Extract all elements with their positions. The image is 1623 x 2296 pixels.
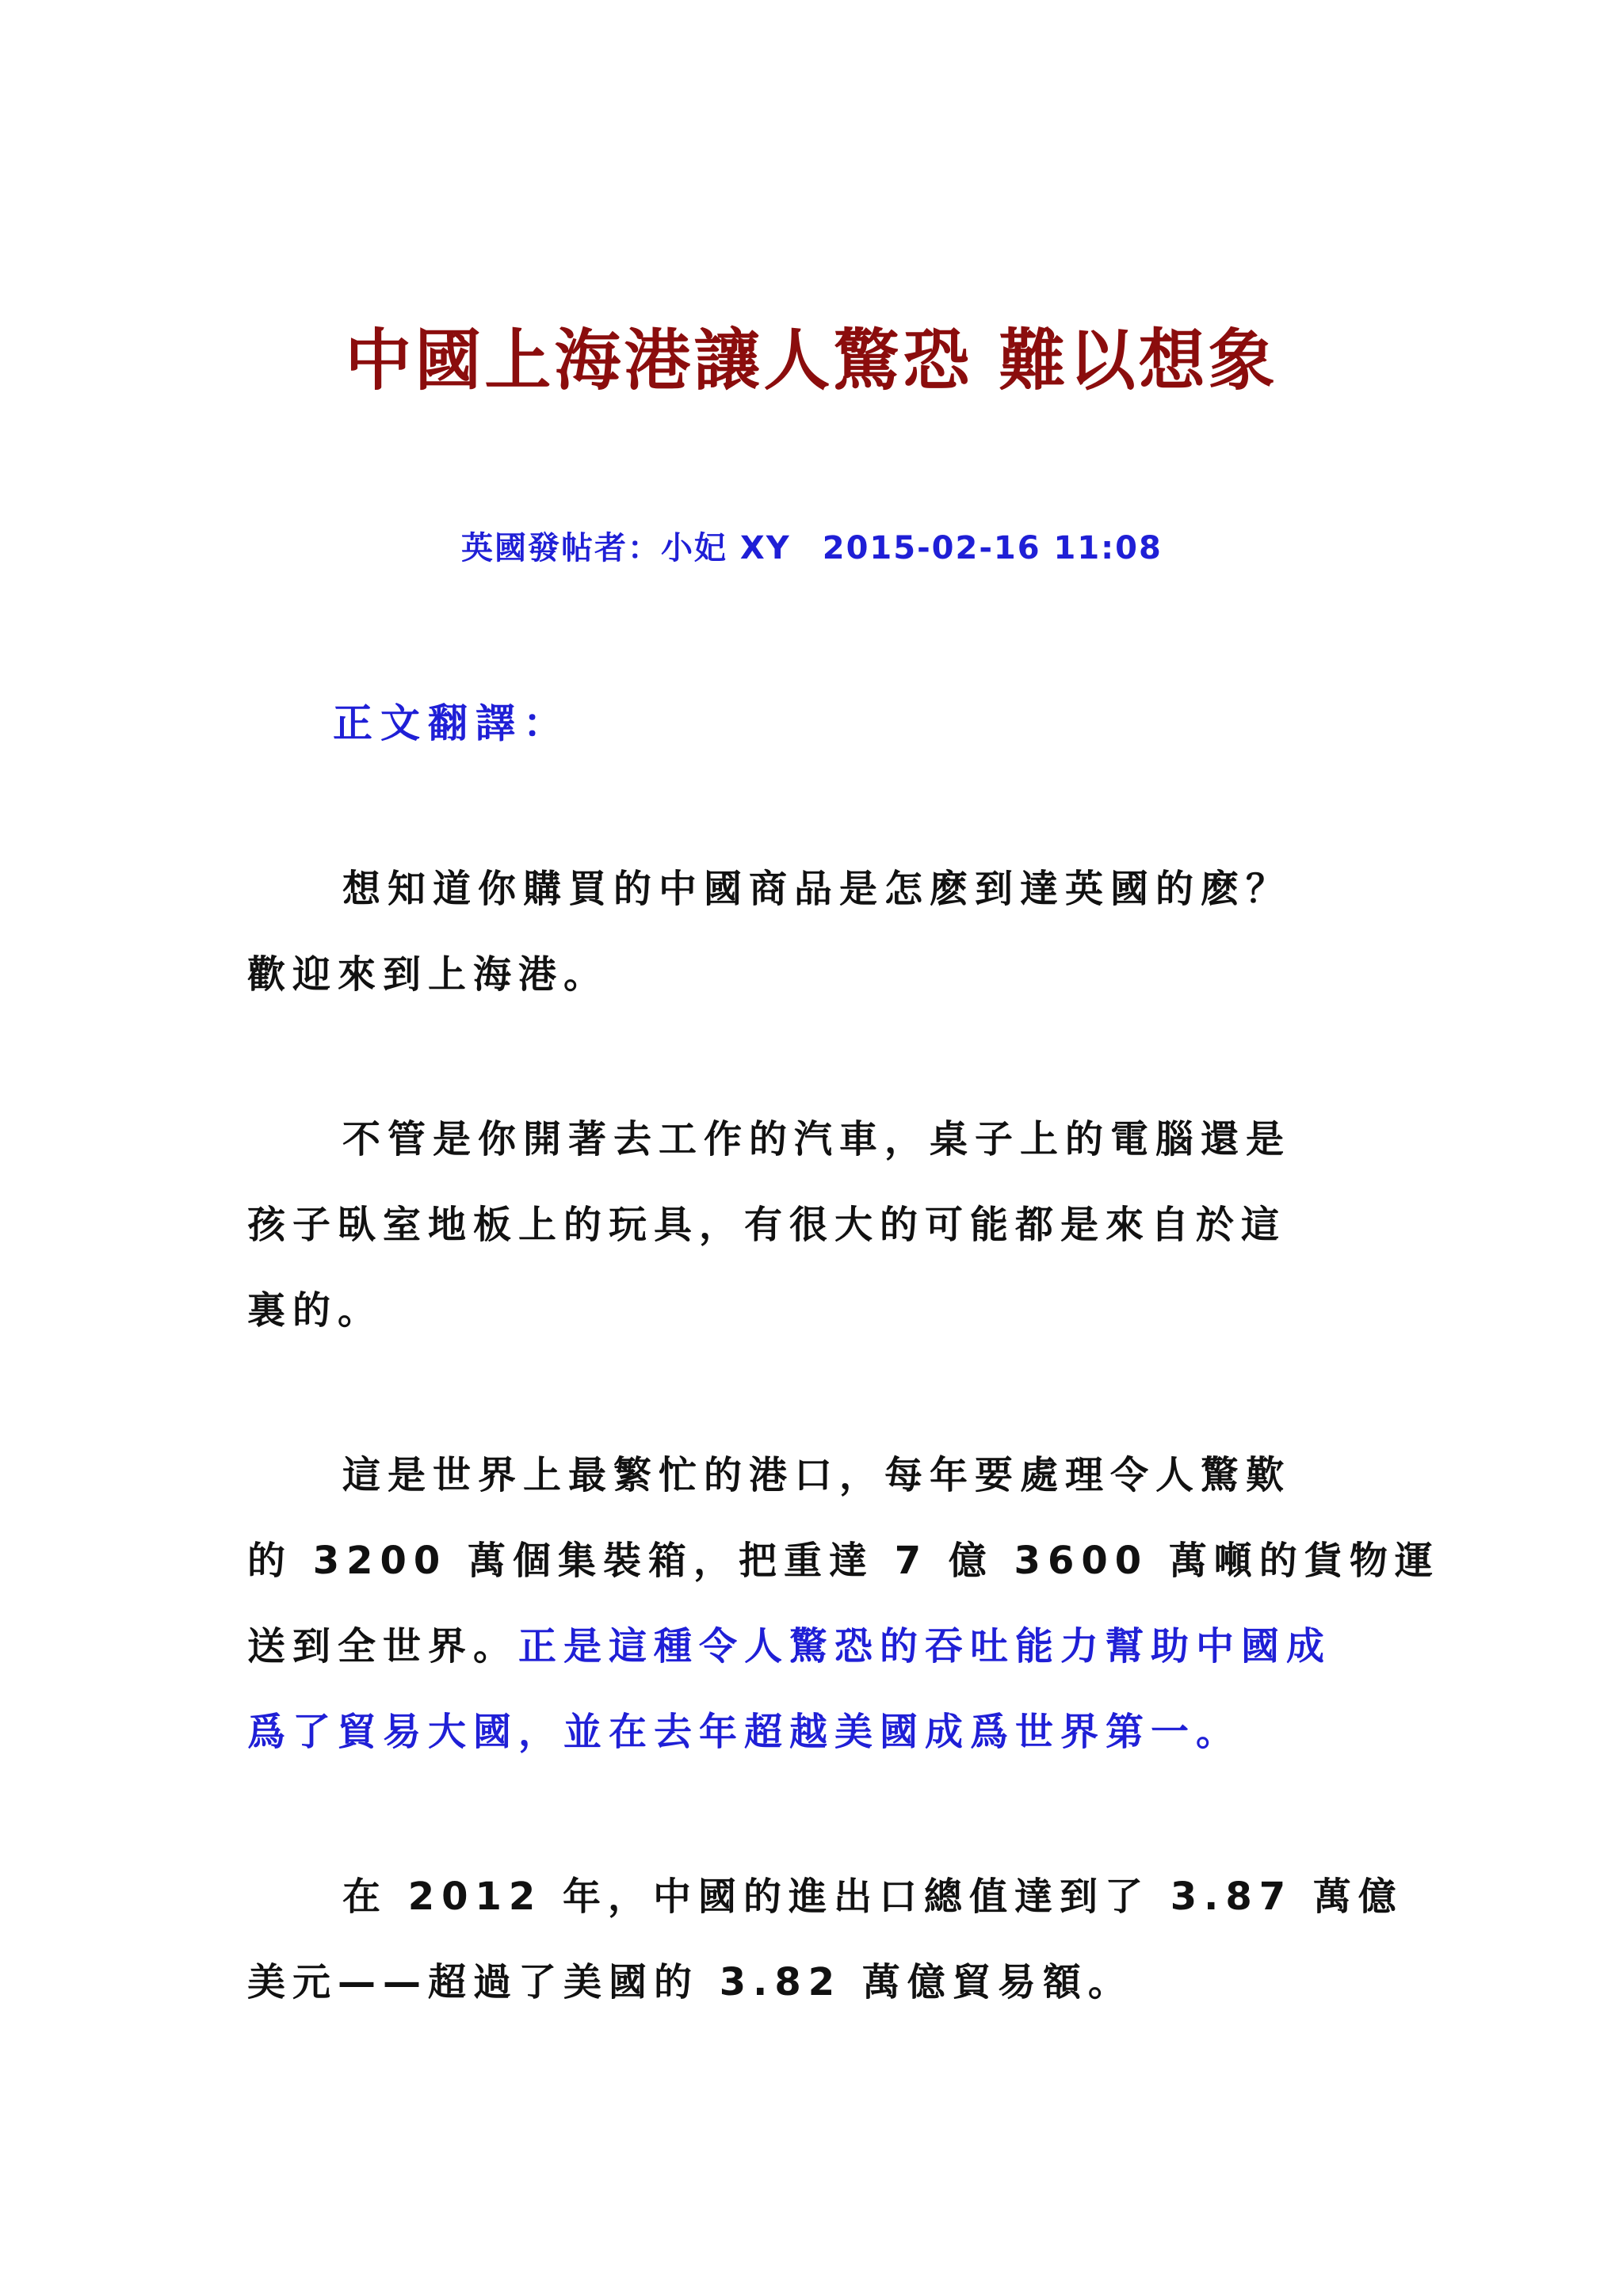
byline-author: 英國發帖者：小妃 XY (461, 530, 791, 566)
paragraph-line: 想知道你購買的中國商品是怎麽到達英國的麽？ (342, 867, 1292, 911)
paragraph-3 (247, 1432, 1440, 1775)
byline-datetime: 2015-02-16 11:08 (822, 530, 1163, 566)
paragraph-line: 在 2012 年，中國的進出口總值達到了 3.87 萬億 (342, 1875, 1403, 1919)
paragraph-line: 這是世界上最繁忙的港口，每年要處理令人驚歎 (342, 1453, 1292, 1497)
highlighted-line: 爲了貿易大國，並在去年超越美國成爲世界第一。 (247, 1710, 1242, 1754)
section-label: 正文翻譯： (333, 700, 571, 746)
paragraph-2 (247, 1097, 1388, 1353)
paragraph-line: 不管是你開著去工作的汽車，桌子上的電腦還是 (342, 1117, 1292, 1161)
paragraph-4 (247, 1854, 1403, 2025)
paragraph-line-mixed (247, 1604, 1388, 1689)
highlighted-text: 正是這種令人驚恐的吞吐能力幫助中國成 (518, 1624, 1332, 1669)
paragraph-1 (247, 846, 1388, 1017)
paragraph-line: 歡迎來到上海港。 (247, 952, 609, 997)
byline (461, 526, 1163, 570)
paragraph-line: 孩子臥室地板上的玩具，有很大的可能都是來自於這 (247, 1203, 1287, 1247)
paragraph-line: 裏的。 (247, 1288, 384, 1333)
paragraph-line: 的 3200 萬個集裝箱，把重達 7 億 3600 萬噸的貨物運 (247, 1539, 1440, 1583)
article-title: 中國上海港讓人驚恐 難以想象 (345, 322, 1278, 399)
paragraph-line: 美元——超過了美國的 3.82 萬億貿易額。 (247, 1960, 1133, 2004)
paragraph-text: 送到全世界。 (247, 1624, 519, 1669)
